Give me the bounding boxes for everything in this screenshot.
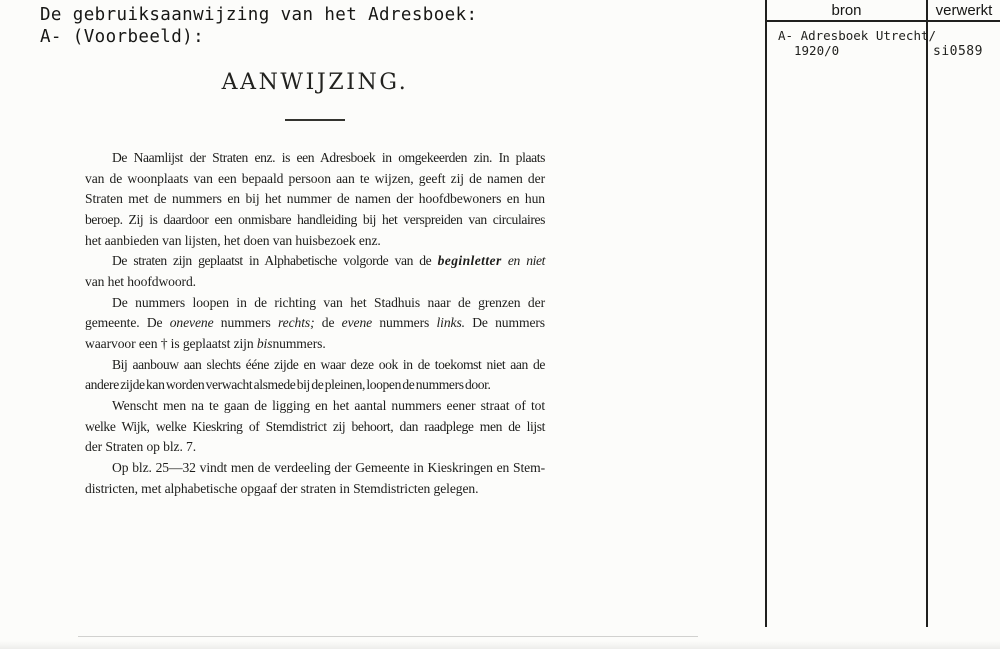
emphasis-bold-italic: beginletter	[437, 253, 502, 269]
text-segment: welke Wijk, welke Kieskring of Stemdistrict zij behoort, dan raadplege men de lijst	[85, 418, 545, 434]
text-line	[85, 210, 545, 231]
register-table-left-border	[765, 0, 767, 627]
text-line	[85, 396, 545, 417]
text-segment: nummers.	[272, 335, 326, 351]
text-line	[85, 313, 545, 334]
text-segment: beroep. Zij is daardoor een onmisbare handleiding bij het verspreiden van circulaires	[85, 211, 545, 227]
text-line	[85, 231, 545, 252]
text-line	[85, 355, 545, 376]
register-table-column-divider	[926, 0, 928, 627]
text-segment: de	[314, 315, 342, 331]
paragraph	[85, 355, 545, 396]
register-table-header-underline	[765, 20, 1000, 22]
text-segment: van de woonplaats van een bepaald persoon aan te wijzen, geeft zij de namen der	[85, 170, 545, 186]
text-line	[85, 189, 545, 210]
text-line	[85, 169, 545, 190]
document-title: AANWIJZING.	[221, 70, 409, 95]
emphasis-italic: links.	[436, 315, 465, 331]
emphasis-italic: rechts;	[277, 315, 315, 331]
paragraph	[85, 293, 545, 355]
scan-artifact-line	[78, 636, 698, 637]
title-divider	[285, 119, 345, 121]
text-segment: andere zijde kan worden verwacht alsmede bij de pleinen, loopen de nummers door.	[85, 377, 491, 393]
typed-note-line2: A- (Voorbeeld):	[40, 27, 205, 47]
text-segment: De Naamlijst der Straten enz. is een Adresboek in omgekeerden zin. In plaats	[112, 150, 545, 165]
text-line	[85, 437, 545, 458]
emphasis-italic: en niet	[507, 253, 546, 269]
text-line	[85, 148, 545, 169]
text-segment: gemeente. De	[85, 315, 170, 331]
text-segment: Bij aanbouw aan slechts ééne zijde en waar deze ook in de toekomst niet aan de	[112, 356, 545, 372]
emphasis-italic: bis	[256, 335, 273, 351]
text-segment: der Straten op blz. 7.	[85, 439, 197, 455]
verwerkt-entry: si0589	[933, 44, 983, 59]
text-line	[85, 458, 545, 479]
document-body	[85, 70, 545, 499]
text-line	[85, 417, 545, 438]
text-segment: De nummers loopen in de richting van het Stadhuis naar de grenzen der	[112, 294, 545, 310]
text-segment: nummers	[372, 315, 437, 331]
text-segment: De straten zijn geplaatst in Alphabetische volgorde van de	[112, 253, 438, 269]
paragraph	[85, 148, 545, 251]
bron-entry-line1: A- Adresboek Utrecht/	[778, 28, 937, 43]
text-segment: waarvoor een † is geplaatst zijn	[85, 335, 257, 351]
typed-note	[40, 4, 477, 48]
text-segment: van het hoofdwoord.	[85, 273, 196, 289]
text-segment: De nummers	[464, 315, 545, 331]
bron-entry-line2: 1920/0	[794, 43, 840, 58]
text-segment: Op blz. 25—32 vindt men de verdeeling der Gemeente in Kieskringen en Stem-	[112, 459, 545, 475]
text-segment: Wenscht men na te gaan de ligging en het aantal nummers eener straat of tot	[112, 397, 545, 413]
paragraph	[85, 458, 545, 499]
typed-note-line1: De gebruiksaanwijzing van het Adresboek:	[40, 5, 478, 25]
text-line	[85, 479, 545, 500]
text-line	[85, 334, 545, 355]
text-segment: districten, met alphabetische opgaaf der straten in Stemdistricten gelegen.	[85, 480, 479, 496]
register-column-header-verwerkt: verwerkt	[935, 2, 993, 19]
text-segment: Straten met de nummers en bij het nummer de namen der hoofdbewoners en hun	[85, 191, 545, 207]
paragraphs	[85, 148, 545, 499]
text-line	[85, 293, 545, 314]
paragraph	[85, 396, 545, 458]
text-line	[85, 251, 545, 272]
paragraph	[85, 251, 545, 292]
text-segment: nummers	[213, 315, 278, 331]
emphasis-italic: onevene	[169, 315, 214, 331]
text-line	[85, 272, 545, 293]
text-line	[85, 375, 545, 396]
emphasis-italic: evene	[341, 315, 373, 331]
text-segment: het aanbieden van lijsten, het doen van huisbezoek enz.	[85, 232, 381, 248]
register-column-header-bron: bron	[831, 2, 862, 19]
